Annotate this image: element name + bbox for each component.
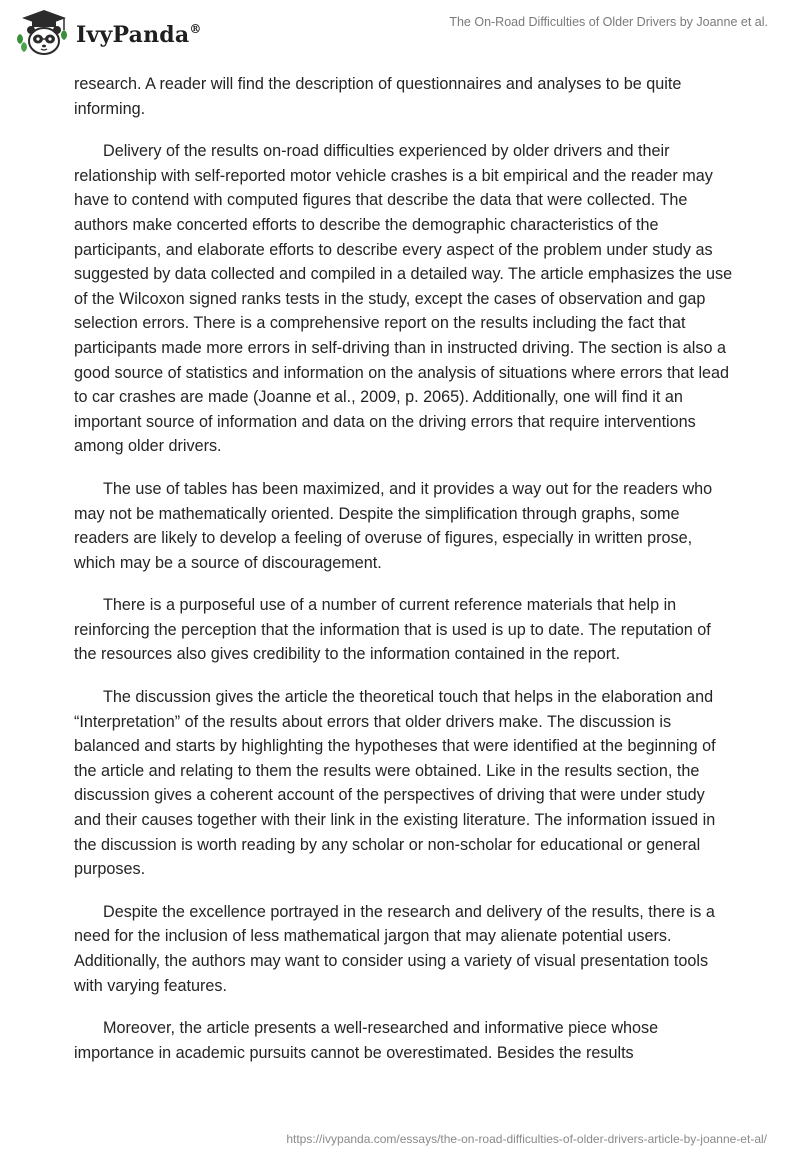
paragraph: research. A reader will find the description of questionnaires and analyses to be quite informing. xyxy=(74,75,682,118)
registered-mark: ® xyxy=(189,22,202,36)
source-url[interactable]: https://ivypanda.com/essays/the-on-road-difficulties-of-older-drivers-article-by-joanne-et-al/ xyxy=(286,1132,767,1146)
essay-body xyxy=(74,72,734,1083)
paragraph: There is a purposeful use of a number of current reference materials that help in reinforcing the perception that the information that is used is up to date. The reputation of the resources also gives credibility to the information contained in the report. xyxy=(74,596,711,664)
ivypanda-logo[interactable] xyxy=(14,8,202,58)
paragraph: The discussion gives the article the theoretical touch that helps in the elaboration and “Interpretation” of the results about errors that older drivers make. The discussion is balanced and starts by highlighting the hypotheses that were identified at the beginning of the article and relating to them the results were obtained. Like in the results section, the discussion gives a coherent account of the perspectives of driving that were under study and their causes together with their link in the existing literature. The information issued in the discussion is worth reading by any scholar or non-scholar for educational or general purposes. xyxy=(74,688,716,879)
paragraph: Delivery of the results on-road difficulties experienced by older drivers and their relationship with self-reported motor vehicle crashes is a bit empirical and the reader may have to contend with computed figures that describe the data that were collected. The authors make concerted efforts to describe the demographic characteristics of the participants, and elaborate efforts to describe every aspect of the problem under study as suggested by data collected and compiled in a detailed way. The article emphasizes the use of the Wilcoxon signed ranks tests in the study, except the cases of observation and gap selection errors. There is a comprehensive report on the results including the fact that participants made more errors in self-driving than in instructed driving. The section is also a good source of statistics and information on the analysis of situations where errors that lead to car crashes are made (Joanne et al., 2009, p. 2065). Additionally, one will find it an important source of information and data on the driving errors that require interventions among older drivers. xyxy=(74,142,733,456)
paragraph: The use of tables has been maximized, and it provides a way out for the readers who may not be mathematically oriented. Despite the simplification through graphs, some readers are likely to develop a feeling of overuse of figures, especially in written prose, which may be a source of discouragement. xyxy=(74,479,713,572)
document-title: The On-Road Difficulties of Older Drivers by Joanne et al. xyxy=(449,15,768,29)
paragraph: Despite the excellence portrayed in the research and delivery of the results, there is a need for the inclusion of less mathematical jargon that may alienate potential users. Additionally, the authors may want to consider using a variety of visual presentation tools with varying features. xyxy=(74,902,715,995)
panda-graduate-icon xyxy=(14,8,74,58)
page-header xyxy=(0,0,800,66)
paragraph: Moreover, the article presents a well-researched and informative piece whose importance in academic pursuits cannot be overestimated. Besides the results xyxy=(74,1019,659,1062)
logo-wordmark: IvyPanda® xyxy=(76,22,202,48)
